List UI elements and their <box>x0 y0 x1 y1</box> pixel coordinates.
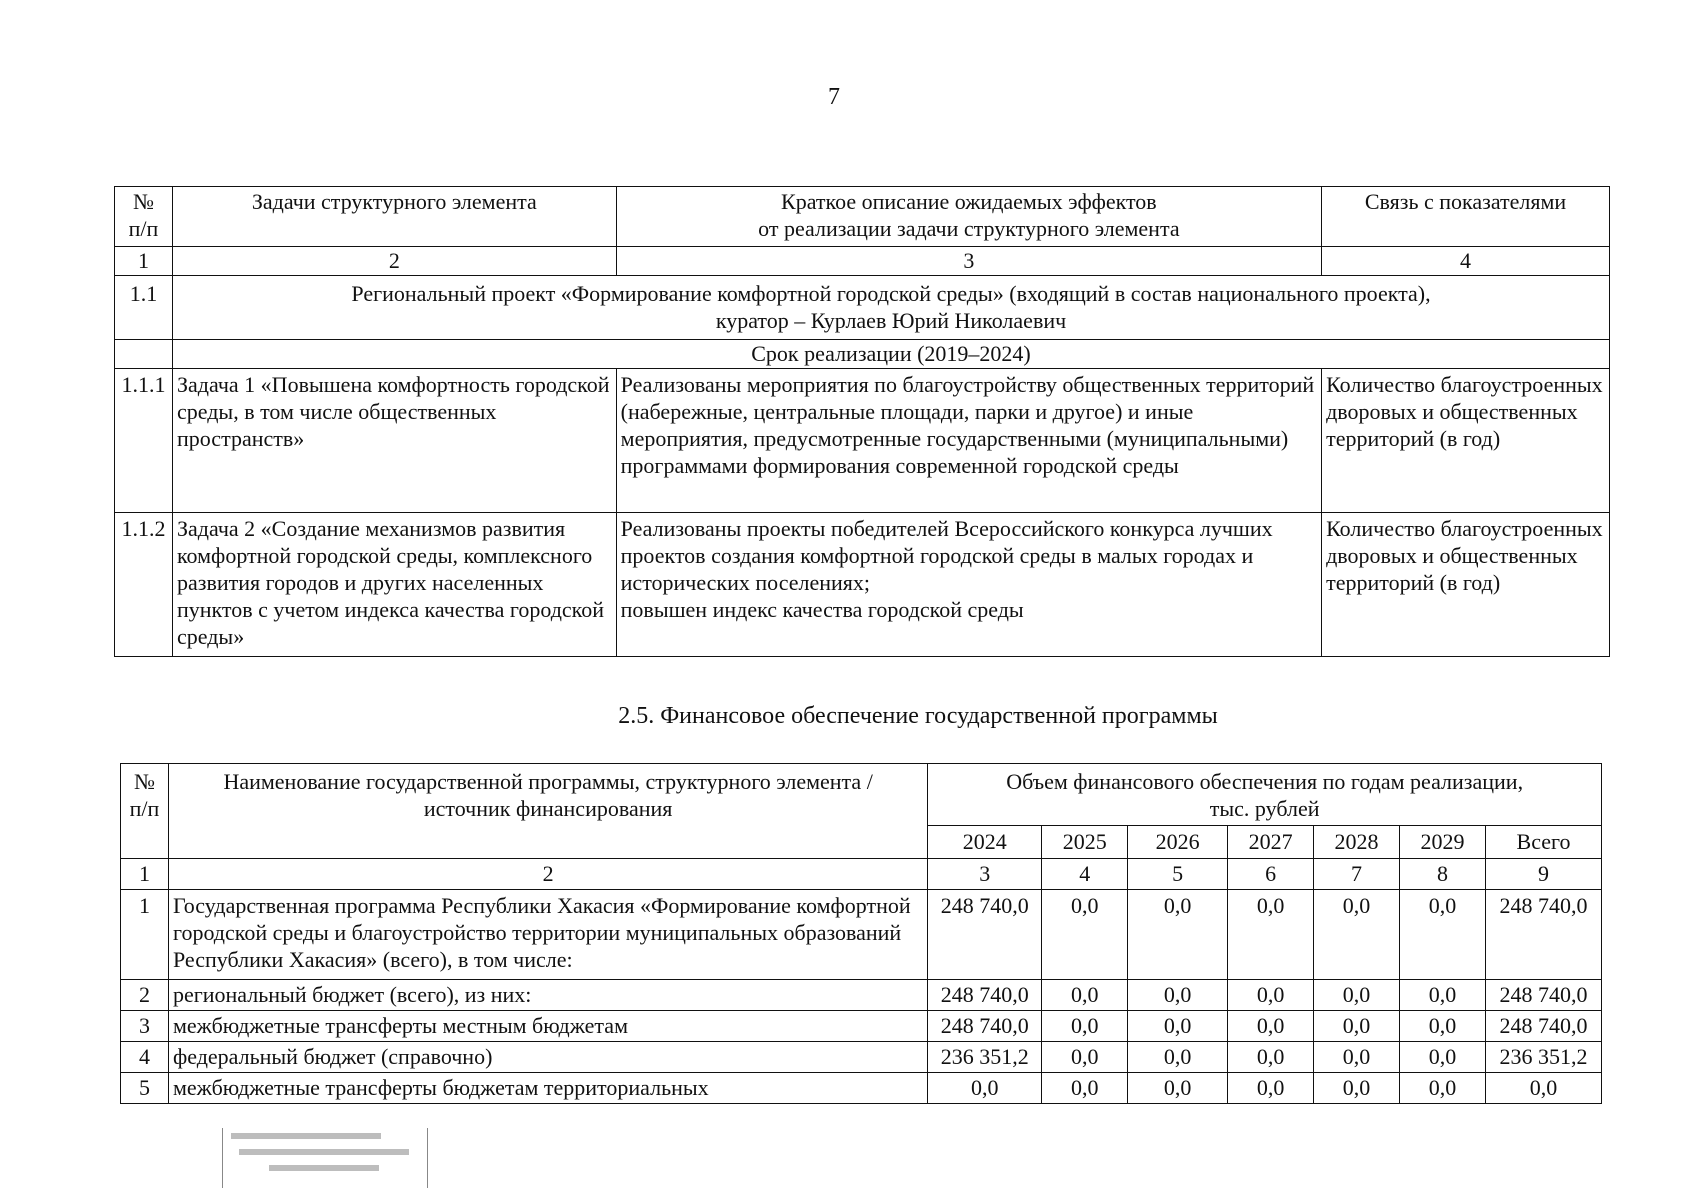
term-empty-cell <box>115 340 173 369</box>
finance-row <box>121 1073 1602 1104</box>
row-value: 0,0 <box>1400 890 1486 980</box>
row-value: 0,0 <box>1400 1073 1486 1104</box>
row-value: 0,0 <box>1128 980 1228 1011</box>
header-num: № п/п <box>115 187 173 247</box>
header-effects: Краткое описание ожидаемых эффектов от реализации задачи структурного элемента <box>616 187 1321 247</box>
task-num: 1.1.1 <box>115 369 173 513</box>
task-row <box>115 369 1610 513</box>
row-num: 2 <box>121 980 169 1011</box>
row-value: 248 740,0 <box>928 890 1042 980</box>
row-value: 0,0 <box>1128 1011 1228 1042</box>
col-number: 6 <box>1228 859 1314 890</box>
row-value: 0,0 <box>1314 890 1400 980</box>
stamp-smudge <box>229 1130 421 1182</box>
row-num: 1 <box>121 890 169 980</box>
row-value: 0,0 <box>1314 1011 1400 1042</box>
row-value: 248 740,0 <box>928 1011 1042 1042</box>
col-number: 7 <box>1314 859 1400 890</box>
row-value: 0,0 <box>1228 980 1314 1011</box>
task-text: Задача 1 «Повышена комфортность городской среды, в том числе общественных пространств» <box>172 369 616 513</box>
finance-column-numbers <box>121 859 1602 890</box>
finance-table <box>120 763 1602 1104</box>
row-total: 236 351,2 <box>1485 1042 1601 1073</box>
section-title-text: 2.5. Финансовое обеспечение государственной программы <box>618 703 1218 729</box>
row-name: межбюджетные трансферты бюджетам территориальных <box>168 1073 927 1104</box>
row-value: 0,0 <box>1228 1042 1314 1073</box>
task-effect: Реализованы мероприятия по благоустройству общественных территорий (набережные, центральные площади, парки и другое) и иные мероприятия, предусмотренные государственными (муниципальными) программами формирования современной городской среды <box>616 369 1321 513</box>
year-header: 2026 <box>1128 826 1228 859</box>
row-value: 236 351,2 <box>928 1042 1042 1073</box>
header-link: Связь с показателями <box>1322 187 1610 247</box>
registration-stamp <box>222 1128 428 1188</box>
row-value: 0,0 <box>1314 980 1400 1011</box>
term-text: Срок реализации (2019–2024) <box>172 340 1609 369</box>
row-num: 5 <box>121 1073 169 1104</box>
header-tasks: Задачи структурного элемента <box>172 187 616 247</box>
task-text: Задача 2 «Создание механизмов развития комфортной городской среды, комплексного развития городов и других населенных пунктов с учетом индекса качества городской среды» <box>172 513 616 657</box>
row-name: межбюджетные трансферты местным бюджетам <box>168 1011 927 1042</box>
row-value: 0,0 <box>1400 1011 1486 1042</box>
row-name: региональный бюджет (всего), из них: <box>168 980 927 1011</box>
row-value: 0,0 <box>1228 1011 1314 1042</box>
row-total: 248 740,0 <box>1485 1011 1601 1042</box>
row-value: 0,0 <box>928 1073 1042 1104</box>
total-header: Всего <box>1485 826 1601 859</box>
task-effect: Реализованы проекты победителей Всероссийского конкурса лучших проектов создания комфортной городской среды в малых городах и исторических поселениях; повышен индекс качества городской среды <box>616 513 1321 657</box>
row-value: 0,0 <box>1128 1073 1228 1104</box>
finance-row <box>121 890 1602 980</box>
project-row <box>115 276 1610 340</box>
row-value: 0,0 <box>1400 980 1486 1011</box>
finance-header-volume: Объем финансового обеспечения по годам реализации, тыс. рублей <box>928 764 1602 826</box>
project-title: Региональный проект «Формирование комфортной городской среды» (входящий в состав национального проекта), куратор – Курлаев Юрий Николаевич <box>172 276 1609 340</box>
task-link: Количество благоустроенных дворовых и общественных территорий (в год) <box>1322 369 1610 513</box>
row-value: 0,0 <box>1042 1042 1128 1073</box>
finance-row <box>121 980 1602 1011</box>
col-number: 1 <box>115 247 173 276</box>
tasks-table <box>114 186 1610 657</box>
tasks-header-row <box>115 187 1610 247</box>
task-num: 1.1.2 <box>115 513 173 657</box>
col-number: 3 <box>616 247 1321 276</box>
row-value: 0,0 <box>1128 890 1228 980</box>
row-value: 248 740,0 <box>928 980 1042 1011</box>
col-number: 1 <box>121 859 169 890</box>
finance-row <box>121 1042 1602 1073</box>
finance-row <box>121 1011 1602 1042</box>
row-value: 0,0 <box>1228 1073 1314 1104</box>
row-value: 0,0 <box>1128 1042 1228 1073</box>
row-value: 0,0 <box>1228 890 1314 980</box>
year-header: 2029 <box>1400 826 1486 859</box>
finance-header-num: № п/п <box>121 764 169 859</box>
term-row <box>115 340 1610 369</box>
finance-header-row <box>121 764 1602 826</box>
row-value: 0,0 <box>1314 1042 1400 1073</box>
row-num: 3 <box>121 1011 169 1042</box>
col-number: 9 <box>1485 859 1601 890</box>
col-number: 4 <box>1042 859 1128 890</box>
task-row <box>115 513 1610 657</box>
col-number: 2 <box>168 859 927 890</box>
project-num: 1.1 <box>115 276 173 340</box>
tasks-column-numbers <box>115 247 1610 276</box>
row-total: 248 740,0 <box>1485 890 1601 980</box>
row-total: 0,0 <box>1485 1073 1601 1104</box>
col-number: 3 <box>928 859 1042 890</box>
page-number: 7 <box>828 84 840 110</box>
row-value: 0,0 <box>1400 1042 1486 1073</box>
year-header: 2028 <box>1314 826 1400 859</box>
section-title <box>0 703 1698 730</box>
row-name: Государственная программа Республики Хакасия «Формирование комфортной городской среды и благоустройство территории муниципальных образований Республики Хакасия» (всего), в том числе: <box>168 890 927 980</box>
row-value: 0,0 <box>1042 980 1128 1011</box>
row-total: 248 740,0 <box>1485 980 1601 1011</box>
year-header: 2027 <box>1228 826 1314 859</box>
row-value: 0,0 <box>1314 1073 1400 1104</box>
col-number: 2 <box>172 247 616 276</box>
finance-header-name: Наименование государственной программы, структурного элемента / источник финансирования <box>168 764 927 859</box>
col-number: 5 <box>1128 859 1228 890</box>
task-link: Количество благоустроенных дворовых и общественных территорий (в год) <box>1322 513 1610 657</box>
row-num: 4 <box>121 1042 169 1073</box>
row-name: федеральный бюджет (справочно) <box>168 1042 927 1073</box>
row-value: 0,0 <box>1042 1011 1128 1042</box>
col-number: 4 <box>1322 247 1610 276</box>
year-header: 2025 <box>1042 826 1128 859</box>
row-value: 0,0 <box>1042 890 1128 980</box>
col-number: 8 <box>1400 859 1486 890</box>
row-value: 0,0 <box>1042 1073 1128 1104</box>
year-header: 2024 <box>928 826 1042 859</box>
